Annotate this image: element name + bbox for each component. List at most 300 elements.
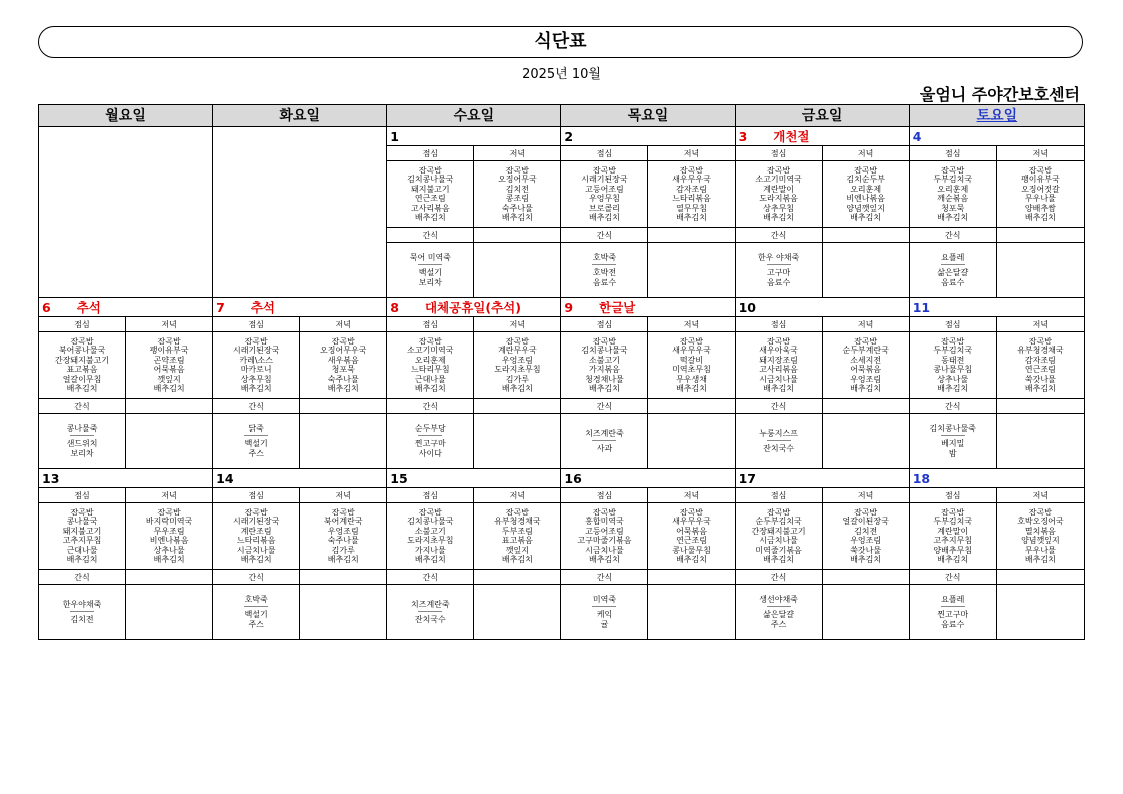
snack-item: 귤 (600, 619, 609, 629)
snack-separator (418, 611, 442, 612)
menu-item: 김치콩나물국 (581, 346, 628, 355)
menu-item: 잡곡밥 (505, 336, 529, 346)
menu-item: 팽이유부국 (1021, 175, 1060, 184)
menu-item: 잡곡밥 (767, 507, 791, 517)
menu-item: 양념깻잎지 (846, 203, 885, 213)
weekday-tue: 화요일 (213, 105, 387, 127)
snack-separator (592, 440, 616, 441)
snack-separator (767, 264, 791, 265)
snack-item: 치즈계란죽 (410, 599, 450, 609)
snack-item: 찐고구마 (414, 439, 446, 449)
menu-item: 고추지무침 (62, 536, 102, 545)
menu-item: 곤약조림 (153, 355, 185, 365)
menu-item: 깻잎지 (505, 545, 529, 555)
dinner-label: 저녁 (996, 146, 1084, 161)
menu-item: 오리훈제 (414, 355, 446, 365)
menu-item: 배추김치 (66, 384, 98, 393)
lunch-menu (735, 161, 822, 228)
menu-item: 잡곡밥 (70, 336, 94, 346)
menu-item: 배추김치 (327, 384, 359, 393)
date-cell: 4 (909, 127, 1084, 146)
menu-item: 감자조림 (676, 184, 707, 194)
menu-item: 배추김치 (937, 555, 969, 564)
menu-item: 시래기된장국 (232, 517, 280, 526)
menu-item: 잡곡밥 (679, 507, 704, 517)
snack-item: 케익 (596, 610, 613, 620)
snack-item: 사과 (596, 444, 613, 453)
menu-item: 오징어젓갈 (1021, 184, 1060, 194)
date-cell: 15 (387, 469, 561, 488)
snack-item: 요플레 (941, 594, 965, 604)
lunch-label: 점심 (735, 146, 822, 161)
center-name: 울엄니 주야간보호센터 (919, 85, 1080, 104)
menu-item: 배추김치 (850, 555, 882, 564)
dinner-label: 저녁 (300, 488, 387, 503)
menu-item: 고추지무침 (933, 536, 973, 545)
weekday-wed: 수요일 (387, 105, 561, 127)
menu-item: 배추김치 (937, 213, 969, 222)
date-cell: 7 추석 (213, 298, 387, 317)
menu-item: 우엉조림 (850, 374, 882, 384)
snack-separator (941, 606, 965, 607)
empty-cell (126, 399, 213, 414)
menu-item: 계란조림 (240, 526, 272, 536)
menu-item: 고사리볶음 (759, 365, 798, 374)
snack-menu (561, 585, 648, 640)
snack-item: 주스 (248, 448, 264, 458)
dinner-menu (126, 503, 213, 570)
dinner-label: 저녁 (126, 488, 213, 503)
menu-item: 잡곡밥 (418, 165, 442, 175)
dinner-label: 저녁 (996, 317, 1084, 332)
lunch-menu (387, 503, 474, 570)
menu-item: 잡곡밥 (854, 165, 878, 175)
date-cell: 18 (909, 469, 1084, 488)
menu-item: 숙주나물 (327, 374, 359, 384)
menu-item: 미역줄기볶음 (755, 545, 802, 555)
snack-item: 음료수 (767, 277, 791, 287)
menu-item: 표고볶음 (66, 365, 98, 374)
empty-cell (126, 570, 213, 585)
menu-item: 잡곡밥 (244, 507, 268, 517)
snack-item: 김치콩나물죽 (929, 423, 976, 433)
lunch-label: 점심 (39, 488, 126, 503)
date-cell: 3 개천절 (735, 127, 909, 146)
menu-item: 새우아욱국 (759, 346, 798, 355)
menu-item: 바지락미역국 (145, 517, 193, 526)
menu-item: 상추나물 (153, 545, 185, 555)
menu-item: 잡곡밥 (418, 336, 442, 346)
menu-item: 계란말이 (763, 184, 795, 194)
menu-item: 얼갈이된장국 (842, 517, 889, 526)
menu-item: 돼지불고기 (410, 184, 450, 194)
menu-item: 우엉조림 (850, 536, 882, 545)
menu-item: 호박오징어국 (1017, 517, 1064, 526)
snack-separator (70, 435, 94, 436)
menu-item: 배추김치 (1024, 555, 1056, 564)
menu-item: 고등어조림 (585, 184, 624, 194)
dinner-menu (822, 503, 909, 570)
empty-cell (648, 399, 735, 414)
snack-separator (767, 440, 791, 441)
snack-item: 닭죽 (248, 423, 264, 433)
menu-item: 콩나물무침 (672, 545, 711, 555)
snack-item: 음료수 (941, 277, 965, 287)
menu-item: 우엉조림 (501, 355, 533, 365)
menu-item: 배추김치 (66, 555, 98, 564)
date-cell: 9 한글날 (561, 298, 735, 317)
menu-item: 소세지전 (850, 355, 882, 365)
menu-item: 상추나물 (937, 374, 969, 384)
weekday-thu: 목요일 (561, 105, 735, 127)
empty-cell (996, 243, 1084, 298)
dinner-label: 저녁 (648, 317, 735, 332)
empty-cell (474, 243, 561, 298)
snack-item: 잔치국수 (763, 444, 795, 453)
menu-item: 배추김치 (937, 384, 969, 393)
weekday-header-row (39, 105, 1085, 127)
lunch-menu (387, 332, 474, 399)
lunch-label: 점심 (561, 317, 648, 332)
lunch-menu (39, 503, 126, 570)
menu-item: 도라지초무침 (407, 536, 454, 545)
menu-item: 멸치볶음 (1024, 526, 1056, 536)
menu-item: 시금치나물 (759, 374, 798, 384)
snack-separator (767, 606, 791, 607)
menu-item: 콩나물국 (66, 517, 98, 526)
menu-item: 배추김치 (850, 213, 882, 222)
menu-item: 배추김치 (501, 384, 533, 393)
empty-cell (648, 585, 735, 640)
snack-item: 김치전 (70, 615, 94, 624)
menu-item: 마카로니 (240, 365, 272, 374)
menu-item: 어묵볶음 (676, 526, 707, 536)
dinner-menu (996, 503, 1084, 570)
menu-item: 새우무우국 (672, 517, 711, 526)
empty-cell (126, 414, 213, 469)
lunch-menu (39, 332, 126, 399)
menu-item: 배추김치 (676, 384, 707, 393)
menu-item: 연근조림 (1024, 365, 1056, 374)
snack-separator (418, 435, 442, 436)
snack-menu (561, 414, 648, 469)
empty-cell (474, 585, 561, 640)
dinner-menu (648, 503, 735, 570)
menu-item: 잡곡밥 (505, 507, 529, 517)
menu-item: 브로콜리 (588, 203, 620, 213)
snack-item: 삶은달걀 (937, 268, 969, 278)
lunch-label: 점심 (39, 317, 126, 332)
menu-item: 김가루 (505, 374, 529, 384)
lunch-label: 점심 (387, 317, 474, 332)
menu-item: 콩나물무침 (933, 365, 973, 374)
snack-item: 콩나물죽 (66, 423, 98, 433)
menu-item: 고사리볶음 (410, 203, 450, 213)
snack-item: 호박죽 (244, 594, 268, 604)
dinner-menu (300, 332, 387, 399)
lunch-label: 점심 (561, 488, 648, 503)
empty-cell (996, 585, 1084, 640)
week3-snack-row (39, 585, 1085, 640)
lunch-menu (561, 503, 648, 570)
lunch-label: 점심 (213, 317, 300, 332)
dinner-label: 저녁 (822, 146, 909, 161)
empty-cell (996, 228, 1084, 243)
snack-item: 음료수 (592, 277, 617, 287)
snack-item: 삶은달걀 (763, 610, 795, 620)
week2-snack-label-row (39, 399, 1085, 414)
menu-item: 북어콩나물국 (58, 346, 106, 355)
snack-menu (735, 585, 822, 640)
menu-item: 가지나물 (414, 545, 446, 555)
snack-item: 미역죽 (592, 594, 617, 604)
empty-cell (39, 127, 213, 298)
menu-item: 시래기된장국 (232, 346, 280, 355)
snack-item: 보리차 (418, 277, 442, 287)
dinner-menu (822, 332, 909, 399)
menu-item: 표고볶음 (501, 536, 533, 545)
menu-item: 배추김치 (763, 213, 795, 222)
menu-item: 잡곡밥 (157, 507, 181, 517)
lunch-label: 점심 (561, 146, 648, 161)
date-cell: 17 (735, 469, 909, 488)
empty-cell (474, 228, 561, 243)
menu-item: 무우생채 (676, 374, 707, 384)
menu-item: 돼지장조림 (759, 355, 798, 365)
menu-item: 무우나물 (1024, 194, 1056, 203)
snack-menu (909, 243, 996, 298)
snack-item: 샌드위치 (66, 439, 98, 449)
dinner-label: 저녁 (474, 317, 561, 332)
menu-item: 느타리볶음 (672, 194, 711, 203)
menu-item: 어묵볶음 (850, 365, 882, 374)
menu-item: 소고기미역국 (755, 175, 802, 184)
snack-menu (39, 414, 126, 469)
menu-item: 미역초무침 (672, 365, 711, 374)
snack-menu (387, 414, 474, 469)
menu-item: 배추김치 (501, 213, 533, 222)
dinner-menu (126, 332, 213, 399)
dinner-menu (996, 161, 1084, 228)
menu-item: 배추김치 (1024, 384, 1056, 393)
snack-separator (592, 264, 616, 265)
menu-item: 잡곡밥 (592, 336, 617, 346)
menu-item: 유부청경채국 (494, 517, 541, 526)
snack-label: 간식 (39, 570, 126, 585)
menu-item: 새우볶음 (327, 355, 359, 365)
snack-item: 한우야채죽 (62, 599, 102, 609)
menu-item: 배추김치 (676, 213, 707, 222)
menu-item: 새우무우국 (672, 346, 711, 355)
snack-item: 베지밀 (941, 439, 965, 449)
menu-item: 상추무침 (240, 374, 272, 384)
menu-item: 깻잎지 (157, 374, 181, 384)
snack-item: 찐고구마 (937, 610, 969, 620)
snack-item: 생선야채죽 (759, 594, 798, 604)
menu-item: 잡곡밥 (941, 165, 965, 175)
snack-item: 순두부당 (414, 423, 446, 433)
menu-item: 두부김치국 (933, 346, 973, 355)
weekday-fri: 금요일 (735, 105, 909, 127)
menu-item: 잡곡밥 (679, 336, 704, 346)
menu-item: 가지볶음 (588, 365, 620, 374)
snack-label: 간식 (213, 399, 300, 414)
empty-cell (822, 414, 909, 469)
snack-item: 묵어 미역죽 (409, 252, 451, 262)
empty-cell (213, 127, 387, 298)
menu-item: 잡곡밥 (679, 165, 704, 175)
snack-item: 사이다 (418, 448, 442, 458)
menu-item: 무우조림 (153, 526, 185, 536)
menu-item: 잡곡밥 (854, 507, 878, 517)
week2-snack-row (39, 414, 1085, 469)
week3-meal-label-row (39, 488, 1085, 503)
menu-item: 배추김치 (414, 213, 446, 222)
snack-separator (941, 435, 965, 436)
menu-item: 비엔나볶음 (149, 536, 189, 545)
menu-item: 잡곡밥 (767, 336, 791, 346)
menu-item: 시금치나물 (236, 545, 276, 555)
menu-item: 잡곡밥 (244, 336, 268, 346)
menu-item: 배추김치 (501, 555, 533, 564)
empty-cell (648, 228, 735, 243)
menu-item: 간장돼지불고기 (54, 355, 110, 365)
week3-date-row (39, 469, 1085, 488)
lunch-menu (213, 332, 300, 399)
page-title: 식단표 (38, 26, 1083, 58)
week2-date-row (39, 298, 1085, 317)
lunch-menu (909, 161, 996, 228)
meal-calendar (38, 104, 1085, 640)
lunch-label: 점심 (387, 488, 474, 503)
snack-menu (909, 585, 996, 640)
dinner-menu (996, 332, 1084, 399)
menu-item: 잡곡밥 (854, 336, 878, 346)
lunch-label: 점심 (909, 317, 996, 332)
menu-item: 느타리볶음 (236, 536, 276, 545)
weekday-mon: 월요일 (39, 105, 213, 127)
menu-item: 계란말이 (937, 526, 969, 536)
dinner-menu (822, 161, 909, 228)
menu-item: 소고기미역국 (407, 346, 454, 355)
week1-date-row (39, 127, 1085, 146)
menu-item: 순두부계란국 (842, 346, 889, 355)
snack-label: 간식 (735, 228, 822, 243)
menu-item: 배추김치 (153, 555, 185, 564)
week2-meal-label-row (39, 317, 1085, 332)
menu-item: 잡곡밥 (418, 507, 442, 517)
snack-menu (735, 243, 822, 298)
menu-item: 배추김치 (763, 555, 795, 564)
lunch-menu (213, 503, 300, 570)
dinner-menu (474, 503, 561, 570)
menu-item: 양념깻잎지 (1021, 536, 1060, 545)
snack-label: 간식 (213, 570, 300, 585)
empty-cell (822, 243, 909, 298)
empty-cell (822, 570, 909, 585)
dinner-label: 저녁 (822, 317, 909, 332)
week3-menu-row (39, 503, 1085, 570)
lunch-label: 점심 (909, 146, 996, 161)
menu-item: 열무무침 (676, 203, 707, 213)
snack-separator (244, 435, 268, 436)
date-cell: 10 (735, 298, 909, 317)
menu-item: 배추김치 (414, 384, 446, 393)
menu-item: 청포묵 (941, 203, 965, 213)
empty-cell (300, 399, 387, 414)
snack-label: 간식 (909, 228, 996, 243)
menu-item: 청경채나물 (585, 374, 624, 384)
menu-item: 잡곡밥 (331, 507, 355, 517)
snack-item: 요플레 (941, 252, 965, 262)
snack-menu (387, 243, 474, 298)
menu-item: 김치콩나물국 (407, 175, 454, 184)
snack-separator (418, 264, 442, 265)
snack-item: 고구마 (767, 268, 791, 278)
menu-item: 김가루 (331, 545, 355, 555)
menu-item: 잡곡밥 (592, 507, 617, 517)
menu-item: 우엉무침 (588, 194, 620, 203)
snack-label: 간식 (561, 228, 648, 243)
snack-item: 주스 (770, 619, 787, 629)
menu-item: 깨순볶음 (937, 194, 969, 203)
snack-item: 치즈계란죽 (585, 428, 624, 438)
snack-label: 간식 (909, 570, 996, 585)
dinner-menu (474, 332, 561, 399)
date-cell: 8 대체공휴일(추석) (387, 298, 561, 317)
menu-item: 간장돼지불고기 (751, 526, 806, 536)
menu-item: 근대나물 (66, 545, 98, 555)
empty-cell (648, 570, 735, 585)
week3-snack-label-row (39, 570, 1085, 585)
empty-cell (822, 585, 909, 640)
menu-item: 오리훈제 (850, 184, 882, 194)
snack-label: 간식 (387, 399, 474, 414)
empty-cell (996, 570, 1084, 585)
menu-item: 잡곡밥 (1028, 165, 1052, 175)
lunch-label: 점심 (735, 317, 822, 332)
snack-label: 간식 (561, 570, 648, 585)
menu-item: 잡곡밥 (505, 165, 529, 175)
menu-item: 쑥갓나물 (850, 545, 882, 555)
snack-separator (244, 606, 268, 607)
dinner-label: 저녁 (648, 488, 735, 503)
lunch-menu (735, 332, 822, 399)
date-cell: 2 (561, 127, 735, 146)
snack-label: 간식 (735, 570, 822, 585)
snack-label: 간식 (387, 228, 474, 243)
menu-item: 도라지초무침 (494, 365, 541, 374)
menu-item: 잡곡밥 (331, 336, 355, 346)
menu-item: 무우나물 (1024, 545, 1056, 555)
week2-menu-row (39, 332, 1085, 399)
date-cell: 13 (39, 469, 213, 488)
menu-item: 고구마줄기볶음 (577, 536, 632, 545)
snack-item: 호박전 (592, 268, 617, 278)
snack-item: 한우 야채죽 (758, 252, 800, 262)
empty-cell (300, 570, 387, 585)
menu-item: 홍합미역국 (585, 517, 624, 526)
lunch-label: 점심 (735, 488, 822, 503)
dinner-label: 저녁 (648, 146, 735, 161)
empty-cell (996, 414, 1084, 469)
menu-item: 시래기된장국 (581, 175, 628, 184)
snack-item: 백설기 (244, 610, 268, 620)
menu-item: 잡곡밥 (157, 336, 181, 346)
dinner-label: 저녁 (996, 488, 1084, 503)
empty-cell (822, 228, 909, 243)
snack-item: 백설기 (244, 439, 268, 449)
